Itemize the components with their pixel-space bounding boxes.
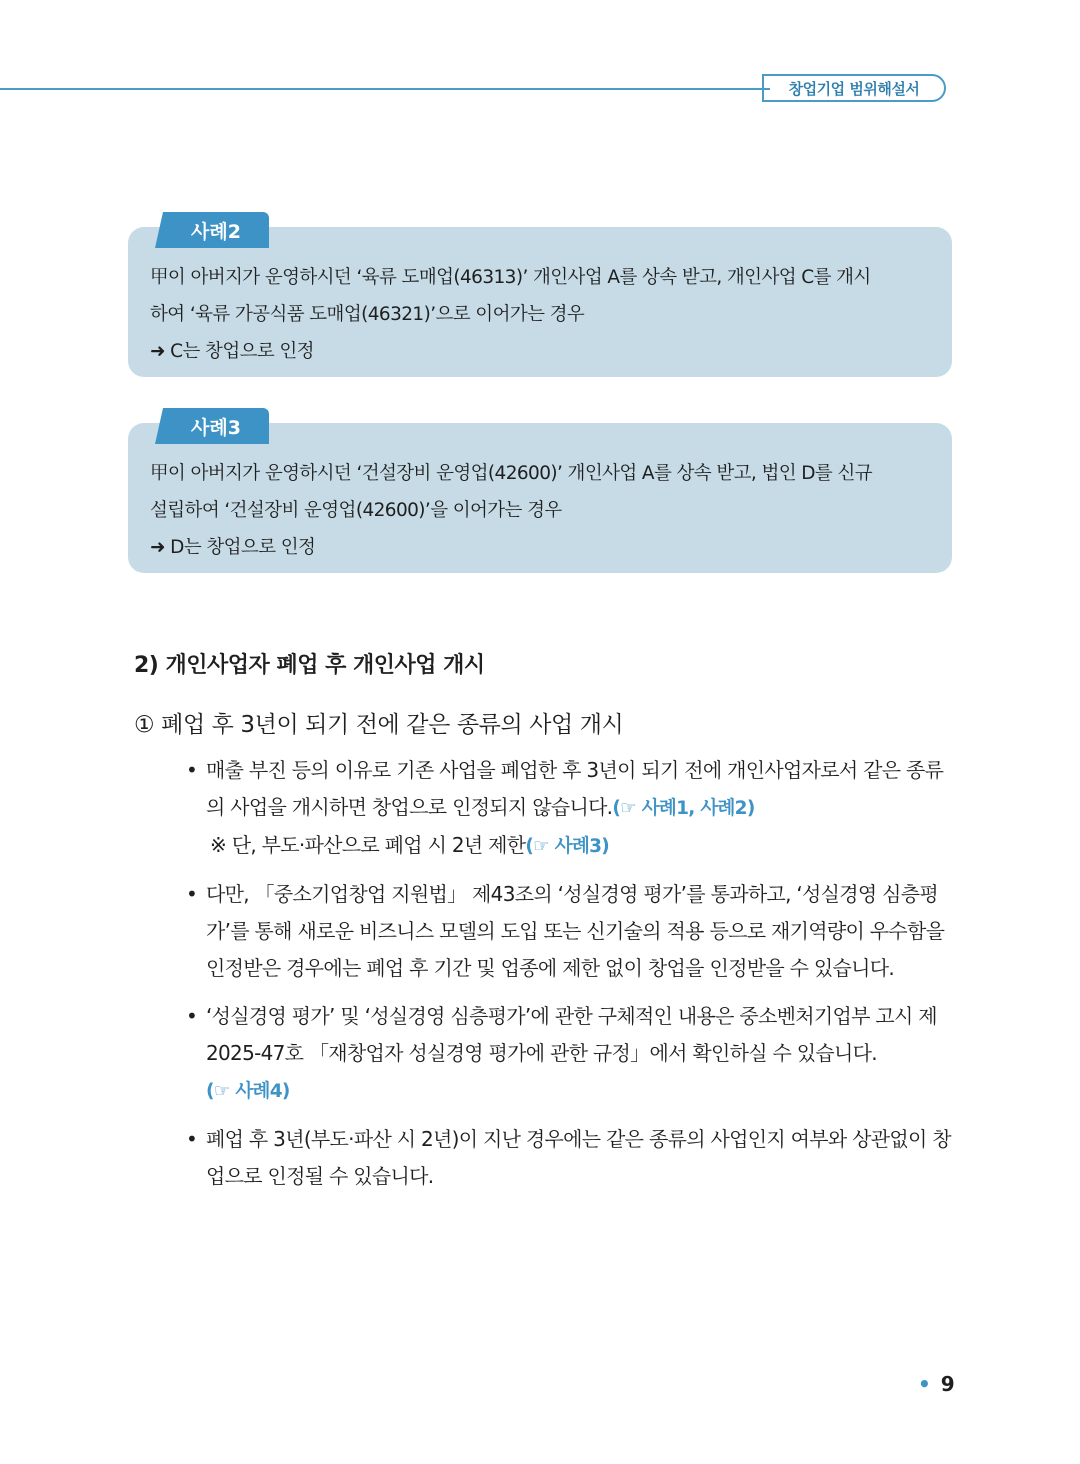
bullet-1-note-ref: (☞ 사례3) <box>525 836 610 857</box>
case-tab-3: 사례3 <box>163 408 269 444</box>
case-3-line-3: ➜ D는 창업으로 인정 <box>150 537 316 558</box>
bullet-item-2 <box>186 876 958 987</box>
header-title: 창업기업 범위해설서 <box>762 74 946 102</box>
bullet-2-text: 다만, 「중소기업창업 지원법」 제43조의 ‘성실경영 평가’를 통과하고, ‘성실경영 심층평가’를 통해 새로운 비즈니스 모델의 도입 또는 신기술의 적용 등으로 재기역량이 우수함을 인정받은 경우에는 폐업 후 기간 및 업종에 제한 없이 창업을 인정받을 수 있습니다. <box>206 882 945 980</box>
bullet-3-text: ‘성실경영 평가’ 및 ‘성실경영 심층평가’에 관한 구체적인 내용은 중소벤처기업부 고시 제2025-47호 「재창업자 성실경영 평가에 관한 규정」에서 확인하실 수 있습니다. <box>206 1004 937 1065</box>
page-number-bullet: • <box>918 1372 931 1396</box>
page-number <box>918 1372 955 1396</box>
case-tab-2: 사례2 <box>163 212 269 248</box>
case-3-line-2: 설립하여 ‘건설장비 운영업(42600)’을 이어가는 경우 <box>150 500 562 521</box>
case-2-line-3: ➜ C는 창업으로 인정 <box>150 341 314 362</box>
bullet-1-note: ※ 단, 부도·파산으로 폐업 시 2년 제한 <box>210 833 526 857</box>
case-2-line-1: 甲이 아버지가 운영하시던 ‘육류 도매업(46313)’ 개인사업 A를 상속 받고, 개인사업 C를 개시 <box>150 267 871 288</box>
page-number-value: 9 <box>940 1372 955 1396</box>
bullet-list <box>186 752 958 1206</box>
bullet-item-3 <box>186 998 958 1110</box>
header-rule <box>0 88 770 90</box>
bullet-3-ref: (☞ 사례4) <box>206 1081 290 1102</box>
case-box-2 <box>128 227 952 377</box>
bullet-1-text: 매출 부진 등의 이유로 기존 사업을 폐업한 후 3년이 되기 전에 개인사업자로서 같은 종류의 사업을 개시하면 창업으로 인정되지 않습니다. <box>206 758 944 819</box>
bullet-item-1 <box>186 752 958 865</box>
case-3-line-1: 甲이 아버지가 운영하시던 ‘건설장비 운영업(42600)’ 개인사업 A를 상속 받고, 법인 D를 신규 <box>150 463 873 484</box>
section-title: 2) 개인사업자 폐업 후 개인사업 개시 <box>134 653 485 678</box>
sub-item-title: ① 폐업 후 3년이 되기 전에 같은 종류의 사업 개시 <box>134 712 624 738</box>
case-2-line-2: 하여 ‘육류 가공식품 도매업(46321)’으로 이어가는 경우 <box>150 304 585 325</box>
bullet-item-4 <box>186 1121 958 1195</box>
case-box-3 <box>128 423 952 573</box>
bullet-1-ref: (☞ 사례1, 사례2) <box>612 798 755 819</box>
bullet-4-text: 폐업 후 3년(부도·파산 시 2년)이 지난 경우에는 같은 종류의 사업인지 여부와 상관없이 창업으로 인정될 수 있습니다. <box>206 1127 951 1188</box>
